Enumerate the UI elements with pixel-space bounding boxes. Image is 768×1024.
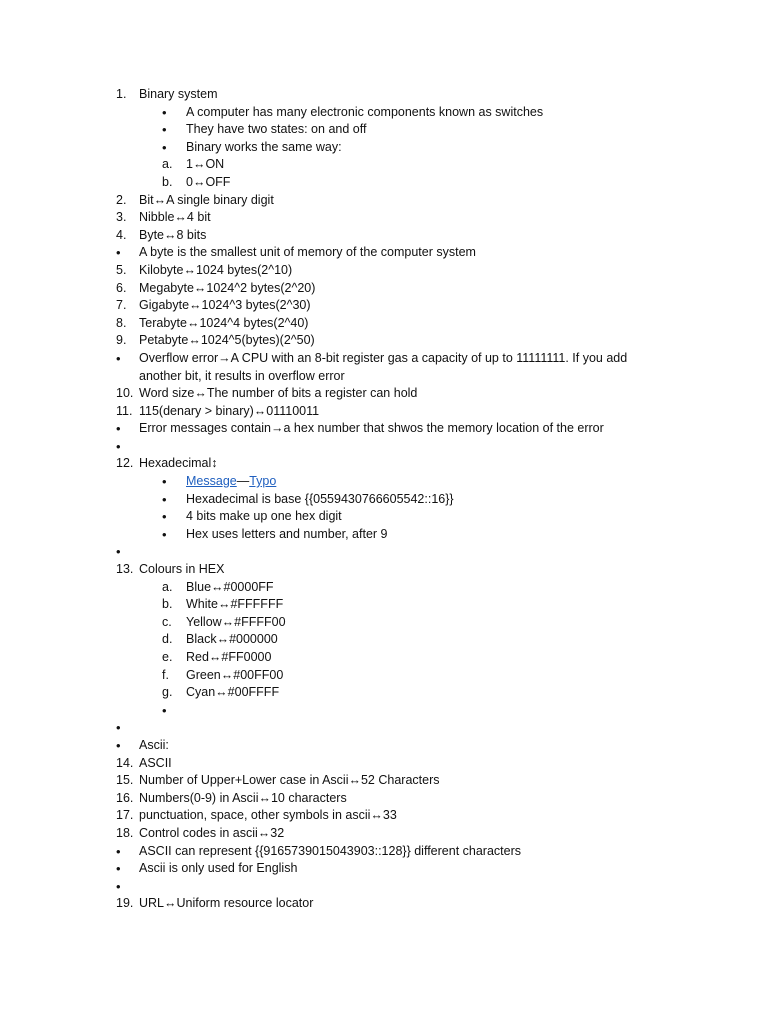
list-item: g. Cyan↔#00FFFF bbox=[162, 685, 280, 700]
list-item: • Message—Typo bbox=[0, 473, 768, 491]
list-item: d. Black↔#000000 bbox=[162, 632, 278, 647]
bullet-icon bbox=[162, 508, 167, 527]
list-item: a. Blue↔#0000FF bbox=[162, 579, 274, 594]
list-item: c. Yellow↔#FFFF00 bbox=[162, 614, 286, 629]
list-item: 18. Control codes in ascii↔32 bbox=[116, 825, 285, 840]
list-item: 7. Gigabyte↔1024^3 bytes(2^30) bbox=[116, 298, 311, 313]
list-item: 16. Numbers(0-9) in Ascii↔10 characters bbox=[116, 790, 347, 805]
list-item-empty bbox=[0, 878, 768, 896]
list-item: • ASCII can represent {{9165739015043903::128}} different characters bbox=[0, 843, 768, 861]
list-item: 6. Megabyte↔1024^2 bytes(2^20) bbox=[116, 280, 316, 295]
bullet-icon bbox=[162, 104, 167, 123]
list-item: 15. Number of Upper+Lower case in Ascii↔52 Characters bbox=[116, 773, 440, 788]
list-item: 4. Byte↔8 bits bbox=[116, 227, 207, 242]
list-item: 9. Petabyte↔1024^5(bytes)(2^50) bbox=[116, 333, 315, 348]
list-item: 5. Kilobyte↔1024 bytes(2^10) bbox=[116, 262, 293, 277]
list-item: 1. Binary system bbox=[116, 87, 218, 101]
bullet-icon bbox=[116, 543, 121, 562]
list-item: 12. Hexadecimal↕ bbox=[116, 456, 218, 471]
list-item-empty bbox=[0, 543, 768, 561]
list-item-empty bbox=[0, 719, 768, 737]
bullet-icon bbox=[116, 860, 121, 879]
list-item: 14. ASCII bbox=[116, 755, 172, 770]
bullet-icon bbox=[116, 350, 121, 369]
list-item: 11. 115(denary > binary)↔01110011 bbox=[116, 403, 320, 418]
typo-link[interactable]: Typo bbox=[249, 474, 277, 489]
list-item: • A computer has many electronic components known as switches bbox=[0, 104, 768, 122]
list-item-empty bbox=[0, 702, 768, 720]
list-item: 3. Nibble↔4 bit bbox=[116, 210, 211, 225]
bullet-icon bbox=[116, 420, 121, 439]
list-item: 10. Word size↔The number of bits a register can hold bbox=[116, 386, 418, 401]
list-item: 17. punctuation, space, other symbols in ascii↔33 bbox=[116, 808, 397, 823]
document-page bbox=[0, 86, 768, 913]
list-item: a. 1↔ON bbox=[162, 157, 225, 172]
bullet-icon bbox=[116, 719, 121, 738]
list-item: • 4 bits make up one hex digit bbox=[0, 508, 768, 526]
bullet-icon bbox=[116, 878, 121, 897]
list-item: f. Green↔#00FF00 bbox=[162, 667, 284, 682]
list-item: 2. Bit↔A single binary digit bbox=[116, 192, 274, 207]
bullet-icon bbox=[162, 526, 167, 545]
list-item: 8. Terabyte↔1024^4 bytes(2^40) bbox=[116, 315, 309, 330]
list-item: • They have two states: on and off bbox=[0, 121, 768, 139]
list-item: • Hex uses letters and number, after 9 bbox=[0, 526, 768, 544]
list-item: • Ascii is only used for English bbox=[0, 860, 768, 878]
list-item: • Overflow error→A CPU with an 8-bit register gas a capacity of up to 11111111. If you add another bit, it results in overflow error bbox=[0, 350, 768, 385]
list-item: 19. URL↔Uniform resource locator bbox=[116, 896, 314, 911]
list-item: e. Red↔#FF0000 bbox=[162, 650, 272, 664]
bullet-icon bbox=[162, 139, 167, 158]
list-item: b. 0↔OFF bbox=[162, 174, 231, 189]
bullet-icon bbox=[116, 438, 121, 457]
bullet-icon bbox=[162, 491, 167, 510]
list-item: • Error messages contain→a hex number that shwos the memory location of the error bbox=[0, 420, 768, 438]
bullet-icon bbox=[116, 737, 121, 756]
list-item: b. White↔#FFFFFF bbox=[162, 597, 284, 612]
list-item: • Binary works the same way: bbox=[0, 139, 768, 157]
list-item: • Ascii: bbox=[0, 737, 768, 755]
list-item: • A byte is the smallest unit of memory of the computer system bbox=[0, 244, 768, 262]
list-item-empty bbox=[0, 438, 768, 456]
list-item: • Hexadecimal is base {{0559430766605542::16}} bbox=[0, 491, 768, 509]
bullet-icon bbox=[162, 473, 167, 492]
bullet-icon bbox=[162, 702, 167, 721]
message-link[interactable]: Message bbox=[186, 474, 237, 489]
bullet-icon bbox=[116, 843, 121, 862]
list-item: 13. Colours in HEX bbox=[116, 562, 225, 577]
bullet-icon bbox=[116, 244, 121, 263]
bullet-icon bbox=[162, 121, 167, 140]
